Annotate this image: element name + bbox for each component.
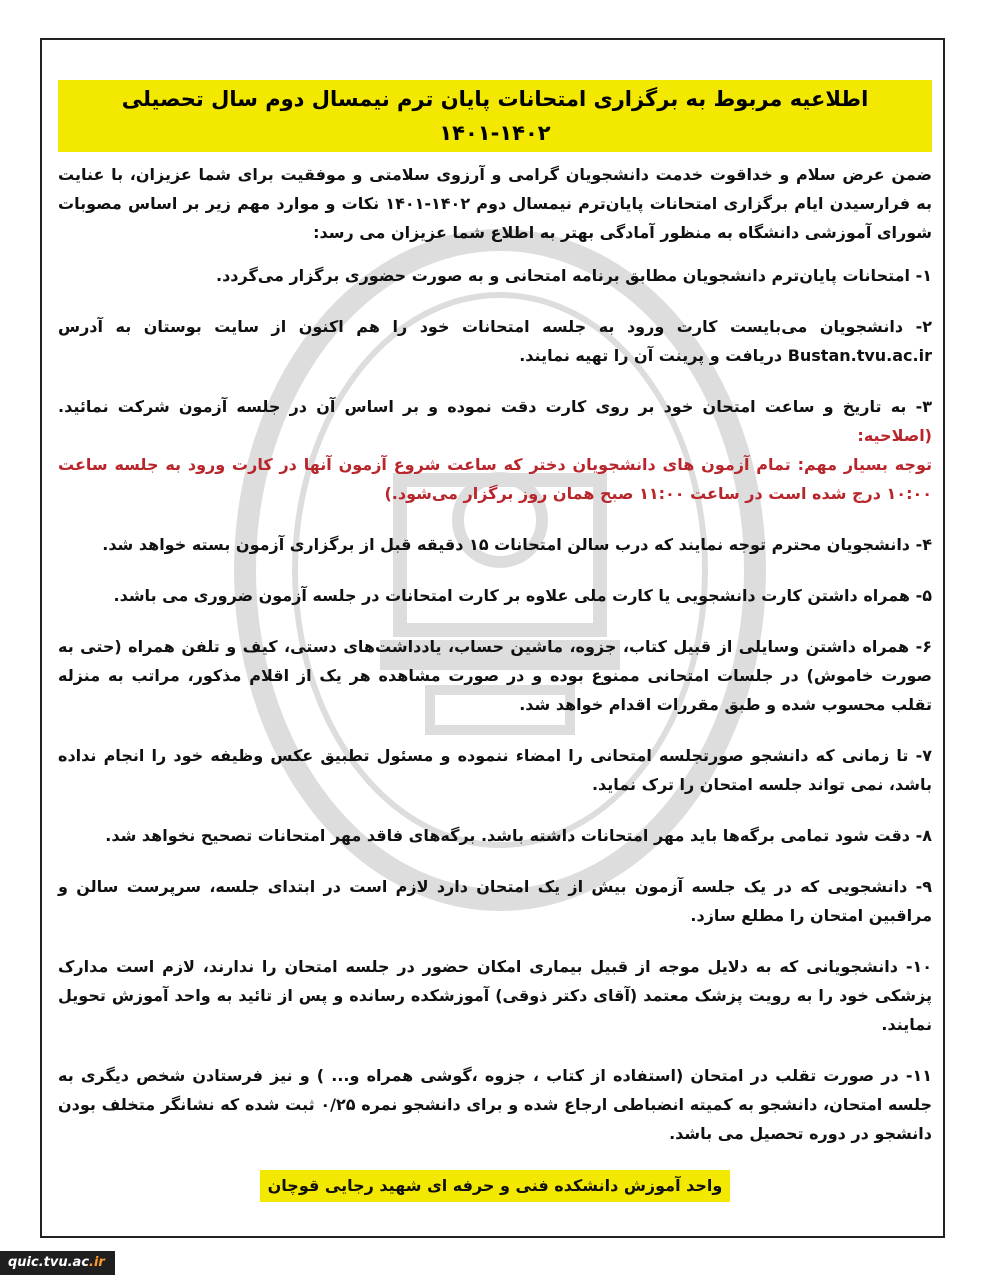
item-8: ۸- دقت شود تمامی برگه‌ها باید مهر امتحانات داشته باشد. برگه‌های فاقد مهر امتحانات تصحیح نخواهد شد. — [105, 826, 932, 845]
item-3-note: توجه بسیار مهم: تمام آزمون های دانشجویان دختر که ساعت شروع آزمون آنها در کارت ورود به جلسه ساعت ۱۰:۰۰ درج شده است در ساعت ۱۱:۰۰ صبح همان روز برگزار می‌شود.) — [58, 455, 932, 503]
item-9: ۹- دانشجویی که در یک جلسه آزمون بیش از یک امتحان دارد لازم است در ابتدای جلسه، سرپرست سالن و مراقبین امتحان را مطلع سازد. — [58, 877, 932, 925]
intro-paragraph: ضمن عرض سلام و خداقوت خدمت دانشجویان گرامی و آرزوی سلامتی و موفقیت برای شما عزیزان، با عنایت به فرارسیدن ایام برگزاری امتحانات پایان‌ترم نیمسال دوم ۱۴۰۲-۱۴۰۱ نکات و موارد مهم زیر بر اساس مصوبات شورای آموزشی دانشگاه به منظور آمادگی بهتر به اطلاع شما عزیزان می رسد: — [58, 165, 932, 242]
site-url-tag[interactable] — [0, 1251, 115, 1275]
url-accent: .ir — [89, 1255, 105, 1270]
item-6: ۶- همراه داشتن وسایلی از قبیل کتاب، جزوه، ماشین حساب، یادداشت‌های دستی، کیف و تلفن همراه (حتی به صورت خاموش) در جلسات امتحانی ممنوع بوده و در صورت مشاهده هر یک از اقلام مذکور، مراتب به منزله تقلب محسوب شده و طبق مقررات اقدام خواهد شد. — [58, 637, 932, 714]
item-4: ۴- دانشجویان محترم توجه نمایند که درب سالن امتحانات ۱۵ دقیقه قبل از برگزاری آزمون بسته خواهد شد. — [102, 535, 932, 554]
item-10: ۱۰- دانشجویانی که به دلایل موجه از قبیل بیماری امکان حضور در جلسه امتحان را ندارند، لازم است مدارک پزشکی خود را به رویت پزشک معتمد (آقای دکتر ذوقی) آموزشکده رسانده و پس از تائید به واحد آموزش تحویل نمایند. — [58, 957, 932, 1034]
item-3-note-lead: (اصلاحیه: — [857, 426, 932, 445]
announcement-body — [58, 80, 932, 1202]
item-3 — [58, 392, 932, 508]
item-5: ۵- همراه داشتن کارت دانشجویی یا کارت ملی علاوه بر کارت امتحانات در جلسه آزمون ضروری می باشد. — [113, 586, 932, 605]
item-11: ۱۱- در صورت تقلب در امتحان (استفاده از کتاب ، جزوه ،گوشی همراه و... ) و نیز فرستادن شخص دیگری به جلسه امتحان، دانشجو به کمیته انضباطی ارجاع شده و برای دانشجو نمره ۰/۲۵ ثبت شده که نشانگر متخلف بودن دانشجو در دوره تحصیل می باشد. — [58, 1066, 933, 1143]
item-7: ۷- تا زمانی که دانشجو صورتجلسه امتحانی را امضاء ننموده و مسئول تطبیق عکس وظیفه خود را انجام نداده باشد، نمی تواند جلسه امتحان را ترک نماید. — [58, 746, 932, 794]
url-main: quic.tvu.ac — [8, 1255, 90, 1270]
item-3-text: ۳- به تاریخ و ساعت امتحان خود بر روی کارت دقت نموده و بر اساس آن در جلسه آزمون شرکت نمائید. — [58, 397, 932, 416]
item-1: ۱- امتحانات پایان‌ترم دانشجویان مطابق برنامه امتحانی و به صورت حضوری برگزار می‌گردد. — [216, 266, 932, 285]
announcement-title: اطلاعیه مربوط به برگزاری امتحانات پایان ترم نیمسال دوم سال تحصیلی ۱۴۰۲-۱۴۰۱ — [58, 80, 932, 152]
footer-signature: واحد آموزش دانشکده فنی و حرفه ای شهید رجایی قوچان — [260, 1170, 731, 1202]
item-2: ۲- دانشجویان می‌بایست کارت ورود به جلسه امتحانات خود را هم اکنون از سایت بوستان به آدرس Bustan.tvu.ac.ir دریافت و پرینت آن را تهیه نمایند. — [58, 317, 932, 365]
